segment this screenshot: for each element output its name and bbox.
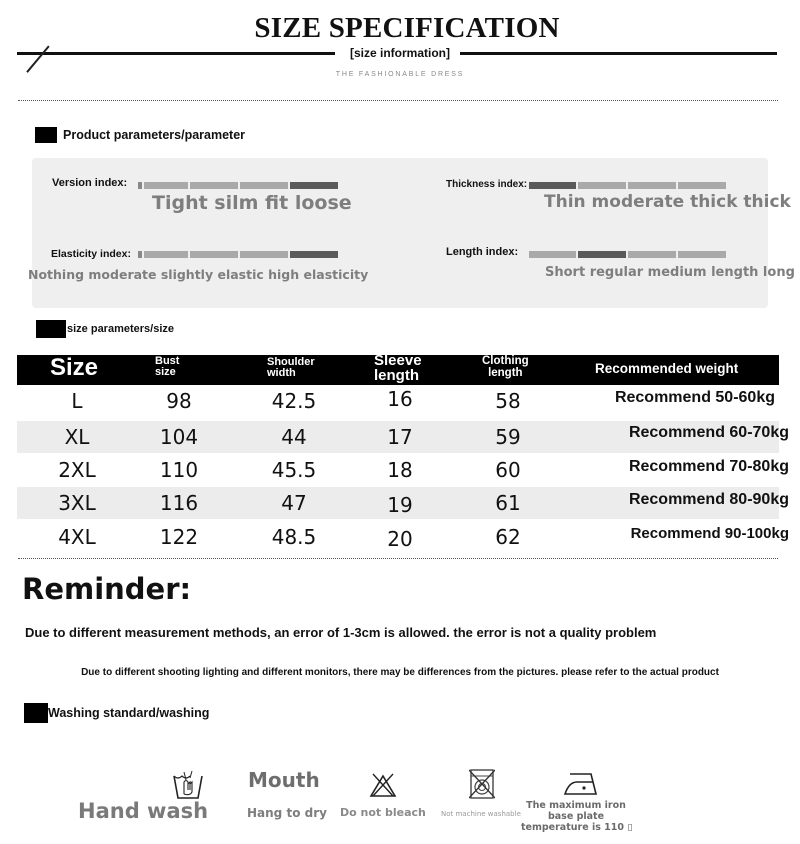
cell-clothing: 62 bbox=[495, 525, 521, 549]
hang-to-dry-title: Mouth bbox=[248, 768, 320, 792]
column-header-bust: Bust size bbox=[155, 355, 180, 378]
iron-icon bbox=[563, 772, 599, 796]
section-header-washing bbox=[24, 703, 209, 723]
hand-wash-label: Hand wash bbox=[78, 799, 209, 823]
length-index-caption: Short regular medium length long bbox=[545, 265, 795, 280]
cell-bust: 122 bbox=[159, 525, 199, 549]
cell-size: 3XL bbox=[58, 491, 96, 515]
version-index-bar bbox=[138, 182, 338, 189]
column-header-size: Size bbox=[50, 354, 99, 381]
column-header-clothing: Clothing length bbox=[482, 355, 529, 379]
cell-sleeve: 18 bbox=[387, 458, 413, 482]
elasticity-index-bar bbox=[138, 251, 338, 258]
page-tagline: THE FASHIONABLE DRESS bbox=[335, 71, 465, 78]
section-label: Product parameters/parameter bbox=[63, 128, 246, 142]
section-header-product-params bbox=[35, 127, 245, 143]
table-row bbox=[17, 487, 789, 519]
elasticity-index-label: Elasticity index: bbox=[51, 248, 131, 260]
cell-weight: Recommend 70-80kg bbox=[628, 458, 789, 475]
section-label: Washing standard/washing bbox=[48, 706, 210, 720]
table-row bbox=[17, 521, 789, 553]
cell-size: 2XL bbox=[58, 458, 96, 482]
no-machine-wash-icon bbox=[469, 768, 495, 800]
version-index-caption: Tight silm fit loose bbox=[152, 192, 352, 214]
cell-size: XL bbox=[64, 425, 90, 449]
cell-weight: Recommend 50-60kg bbox=[614, 389, 775, 406]
thickness-index-caption: Thin moderate thick thick bbox=[544, 192, 791, 212]
decorative-slash bbox=[26, 45, 49, 72]
cell-shoulder: 42.5 bbox=[271, 389, 317, 413]
cell-shoulder: 48.5 bbox=[271, 525, 317, 549]
size-table-header bbox=[17, 352, 779, 385]
reminder-note-measurement: Due to different measurement methods, an error of 1-3cm is allowed. the error is not a quality problem bbox=[25, 625, 657, 640]
cell-clothing: 61 bbox=[495, 491, 521, 515]
cell-weight: Recommend 90-100kg bbox=[630, 525, 789, 542]
thickness-index-bar bbox=[529, 182, 726, 189]
cell-size: L bbox=[71, 389, 83, 413]
page-title: SIZE SPECIFICATION bbox=[254, 12, 560, 44]
cell-bust: 104 bbox=[159, 425, 199, 449]
title-rule-right bbox=[460, 52, 777, 55]
cell-weight: Recommend 60-70kg bbox=[628, 424, 789, 441]
cell-shoulder: 44 bbox=[281, 425, 307, 449]
cell-weight: Recommend 80-90kg bbox=[628, 491, 789, 508]
section-marker-icon bbox=[24, 703, 48, 723]
column-header-sleeve: Sleeve length bbox=[374, 352, 422, 384]
iron-temperature-label: The maximum iron base plate temperature is 110 ▯ bbox=[521, 800, 633, 833]
version-index-label: Version index: bbox=[52, 177, 128, 189]
cell-clothing: 60 bbox=[495, 458, 521, 482]
table-row bbox=[17, 421, 789, 453]
section-label: size parameters/size bbox=[67, 323, 175, 335]
section-marker-icon bbox=[35, 127, 57, 143]
cell-shoulder: 45.5 bbox=[271, 458, 317, 482]
product-params-panel bbox=[32, 158, 768, 308]
section-header-size-params bbox=[36, 320, 174, 338]
cell-shoulder: 47 bbox=[281, 491, 307, 515]
page-subtitle: [size information] bbox=[349, 46, 450, 60]
section-marker-icon bbox=[36, 320, 66, 338]
cell-clothing: 59 bbox=[495, 425, 521, 449]
column-header-shoulder: Shoulder width bbox=[267, 356, 315, 379]
reminder-note-lighting: Due to different shooting lighting and different monitors, there may be differences from the pictures. please refer to the actual product bbox=[81, 667, 719, 678]
cell-clothing: 58 bbox=[495, 389, 521, 413]
cell-bust: 110 bbox=[159, 458, 199, 482]
cell-size: 4XL bbox=[58, 525, 96, 549]
cell-sleeve: 16 bbox=[387, 387, 413, 411]
title-rule-left bbox=[17, 52, 335, 55]
cell-sleeve: 19 bbox=[387, 493, 413, 517]
cell-sleeve: 17 bbox=[387, 425, 413, 449]
divider-dotted-top bbox=[18, 100, 778, 101]
hand-wash-icon bbox=[172, 770, 204, 800]
elasticity-index-caption: Nothing moderate slightly elastic high elasticity bbox=[28, 267, 369, 282]
hang-to-dry-label: Hang to dry bbox=[247, 806, 327, 820]
thickness-index-label: Thickness index: bbox=[446, 179, 528, 190]
no-bleach-icon bbox=[369, 772, 397, 798]
cell-sleeve: 20 bbox=[387, 527, 413, 551]
divider-dotted-table bbox=[18, 558, 778, 559]
table-row bbox=[17, 454, 789, 486]
length-index-bar bbox=[529, 251, 726, 258]
do-not-bleach-label: Do not bleach bbox=[340, 806, 426, 819]
table-row bbox=[17, 385, 779, 417]
column-header-weight: Recommended weight bbox=[595, 361, 739, 376]
not-machine-washable-label: Not machine washable bbox=[441, 810, 521, 818]
length-index-label: Length index: bbox=[446, 246, 519, 258]
reminder-title: Reminder: bbox=[22, 572, 192, 606]
cell-bust: 98 bbox=[166, 389, 192, 413]
cell-bust: 116 bbox=[159, 491, 199, 515]
